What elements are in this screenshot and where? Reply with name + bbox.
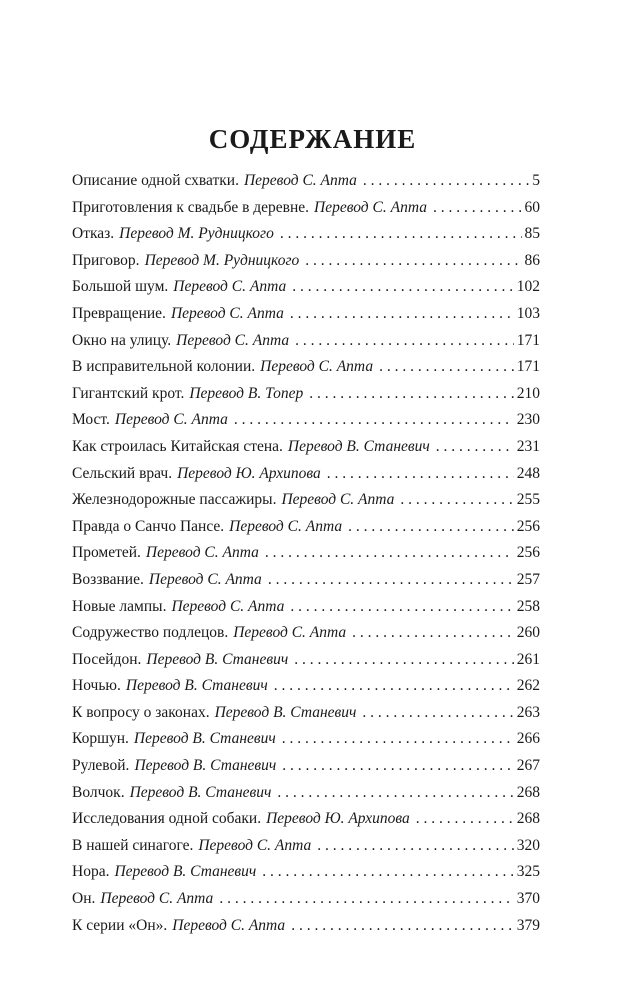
- toc-entry-title: Исследования одной собаки.: [72, 810, 262, 828]
- toc-entry-title: Рулевой.: [72, 757, 130, 775]
- toc-entry: [72, 544, 540, 571]
- dot-leader: [290, 598, 513, 616]
- toc-entry: [72, 225, 540, 252]
- toc-entry: [72, 624, 540, 651]
- toc-entry-title: Гигантский крот.: [72, 384, 185, 402]
- toc-entry-translator: Перевод С. Апта: [314, 198, 427, 216]
- dot-leader: [294, 651, 514, 669]
- dot-leader: [282, 730, 514, 748]
- toc-entry-page-number: 267: [516, 757, 540, 775]
- toc-entry: [72, 491, 540, 518]
- toc-entry: [72, 385, 540, 412]
- toc-entry-title: Приговор.: [72, 251, 140, 269]
- toc-entry-title: Прометей.: [72, 544, 141, 562]
- toc-entry-page-number: 231: [516, 437, 540, 455]
- toc-entry-page-number: 86: [524, 251, 540, 269]
- toc-entry-translator: Перевод С. Апта: [172, 916, 286, 934]
- toc-entry: [72, 890, 540, 917]
- toc-entry: [72, 837, 540, 864]
- toc-entry-translator: Перевод С. Апта: [173, 278, 287, 296]
- toc-entry-page-number: 260: [516, 624, 540, 642]
- toc-entry-page-number: 266: [516, 730, 540, 748]
- toc-entry-translator: Перевод В. Станевич: [287, 437, 430, 455]
- toc-entry-translator: Перевод С. Апта: [114, 411, 228, 429]
- toc-entry-translator: Перевод В. Станевич: [129, 783, 272, 801]
- toc-entry-translator: Перевод В. Топер: [189, 384, 304, 402]
- toc-entry-page-number: 263: [516, 703, 540, 721]
- toc-entry-title: Коршун.: [72, 730, 129, 748]
- dot-leader: [291, 917, 514, 935]
- toc-entry-translator: Перевод С. Апта: [145, 544, 259, 562]
- toc-entry-translator: Перевод Ю. Архипова: [177, 464, 321, 482]
- toc-entry-page-number: 5: [532, 172, 540, 189]
- toc-entry-translator: Перевод В. Станевич: [214, 703, 357, 721]
- dot-leader: [274, 677, 514, 695]
- toc-entry-title: Воззвание.: [72, 570, 144, 588]
- toc-entry-translator: Перевод С. Апта: [260, 358, 374, 376]
- dot-leader: [219, 890, 513, 908]
- dot-leader: [268, 571, 514, 589]
- toc-entry-title: Железнодорожные пассажиры.: [72, 491, 277, 509]
- toc-entry-title: Волчок.: [72, 783, 125, 801]
- toc-entry: [72, 863, 540, 890]
- toc-entry-title: Нора.: [72, 863, 110, 881]
- dot-leader: [282, 757, 513, 775]
- toc-entry-page-number: 210: [516, 384, 540, 402]
- dot-leader: [363, 172, 529, 190]
- toc-entry-title: Мост.: [72, 411, 110, 429]
- toc-entry-translator: Перевод В. Станевич: [146, 650, 289, 668]
- toc-entry-translator: Перевод С. Апта: [229, 517, 343, 535]
- toc-entry-page-number: 320: [516, 836, 540, 854]
- toc-entry: [72, 438, 540, 465]
- dot-leader: [295, 332, 514, 350]
- page-title: СОДЕРЖАНИЕ: [208, 124, 417, 155]
- toc-entry-page-number: 256: [516, 517, 540, 535]
- toc-entry: [72, 465, 540, 492]
- toc-entry-title: Ночью.: [72, 677, 121, 695]
- toc-entry-translator: Перевод С. Апта: [148, 570, 262, 588]
- toc-entry: [72, 784, 540, 811]
- toc-entry-page-number: 256: [516, 544, 540, 562]
- toc-entry: [72, 810, 540, 837]
- toc-entry-title: Сельский врач.: [72, 464, 173, 482]
- toc-entry: [72, 518, 540, 545]
- toc-entry-translator: Перевод Ю. Архипова: [266, 810, 410, 828]
- toc-entry-title: Он.: [72, 890, 96, 908]
- dot-leader: [436, 438, 514, 456]
- toc-entry-page-number: 257: [516, 570, 540, 588]
- dot-leader: [234, 411, 514, 429]
- table-of-contents: [72, 172, 540, 943]
- toc-entry-title: Описание одной схватки.: [72, 172, 239, 189]
- toc-entry-page-number: 171: [516, 358, 540, 376]
- toc-entry-title: Большой шум.: [72, 278, 169, 296]
- dot-leader: [277, 784, 513, 802]
- toc-entry-title: Отказ.: [72, 225, 115, 243]
- toc-entry-title: В нашей синагоге.: [72, 836, 194, 854]
- toc-entry-translator: Перевод М. Рудницкого: [119, 225, 274, 243]
- toc-entry-page-number: 103: [516, 304, 540, 322]
- toc-entry-page-number: 268: [516, 783, 540, 801]
- toc-entry: [72, 677, 540, 704]
- toc-entry: [72, 598, 540, 625]
- toc-entry-page-number: 102: [516, 278, 540, 296]
- dot-leader: [348, 518, 514, 536]
- toc-entry-title: Окно на улицу.: [72, 331, 172, 349]
- toc-entry: [72, 730, 540, 757]
- toc-entry-translator: Перевод М. Рудницкого: [144, 251, 300, 269]
- dot-leader: [292, 278, 514, 296]
- toc-entry-title: Приготовления к свадьбе в деревне.: [72, 198, 310, 216]
- toc-entry: [72, 332, 540, 359]
- toc-entry: [72, 757, 540, 784]
- toc-entry-translator: Перевод С. Апта: [176, 331, 290, 349]
- dot-leader: [265, 544, 514, 562]
- toc-entry-title: Правда о Санчо Пансе.: [72, 517, 225, 535]
- dot-leader: [280, 225, 522, 243]
- toc-entry: [72, 278, 540, 305]
- toc-entry-translator: Перевод С. Апта: [281, 491, 395, 509]
- toc-entry-translator: Перевод С. Апта: [100, 890, 214, 908]
- dot-leader: [262, 863, 513, 881]
- toc-entry: [72, 358, 540, 385]
- toc-entry: [72, 172, 540, 199]
- toc-entry-page-number: 230: [516, 411, 540, 429]
- toc-entry-translator: Перевод В. Станевич: [133, 730, 276, 748]
- toc-entry-page-number: 379: [516, 916, 540, 934]
- toc-entry-translator: Перевод С. Апта: [198, 836, 312, 854]
- toc-entry-page-number: 370: [516, 890, 540, 908]
- toc-entry-title: Как строилась Китайская стена.: [72, 437, 283, 455]
- toc-entry-page-number: 325: [516, 863, 540, 881]
- toc-entry-page-number: 60: [524, 198, 540, 216]
- dot-leader: [362, 704, 513, 722]
- toc-entry-title: Содружество подлецов.: [72, 624, 229, 642]
- dot-leader: [305, 252, 521, 270]
- toc-entry-translator: Перевод С. Апта: [171, 597, 285, 615]
- toc-entry: [72, 411, 540, 438]
- toc-entry-translator: Перевод С. Апта: [233, 624, 347, 642]
- toc-entry-page-number: 85: [524, 225, 540, 243]
- toc-entry-translator: Перевод В. Станевич: [125, 677, 268, 695]
- toc-entry-translator: Перевод С. Апта: [243, 172, 357, 189]
- dot-leader: [290, 305, 514, 323]
- toc-entry: [72, 571, 540, 598]
- toc-entry: [72, 704, 540, 731]
- dot-leader: [352, 624, 514, 642]
- toc-entry-page-number: 261: [516, 650, 540, 668]
- toc-entry-page-number: 248: [516, 464, 540, 482]
- toc-entry-title: Новые лампы.: [72, 597, 167, 615]
- toc-entry-page-number: 268: [516, 810, 540, 828]
- toc-entry: [72, 252, 540, 279]
- dot-leader: [433, 199, 522, 217]
- toc-entry-title: Превращение.: [72, 304, 166, 322]
- toc-entry-page-number: 171: [516, 331, 540, 349]
- toc-entry-page-number: 258: [516, 597, 540, 615]
- toc-entry-translator: Перевод В. Станевич: [134, 757, 277, 775]
- toc-entry-title: К серии «Он».: [72, 916, 168, 934]
- toc-entry: [72, 305, 540, 332]
- dot-leader: [327, 465, 514, 483]
- toc-entry: [72, 917, 540, 944]
- toc-entry-page-number: 255: [516, 491, 540, 509]
- dot-leader: [309, 385, 513, 403]
- toc-entry-page-number: 262: [516, 677, 540, 695]
- dot-leader: [400, 491, 513, 509]
- toc-entry-title: Посейдон.: [72, 650, 142, 668]
- toc-entry: [72, 199, 540, 226]
- toc-entry-title: В исправительной колонии.: [72, 358, 256, 376]
- toc-entry-title: К вопросу о законах.: [72, 703, 210, 721]
- toc-entry: [72, 651, 540, 678]
- dot-leader: [416, 810, 514, 828]
- toc-entry-translator: Перевод В. Станевич: [114, 863, 257, 881]
- dot-leader: [317, 837, 513, 855]
- toc-entry-translator: Перевод С. Апта: [170, 304, 284, 322]
- dot-leader: [379, 358, 514, 376]
